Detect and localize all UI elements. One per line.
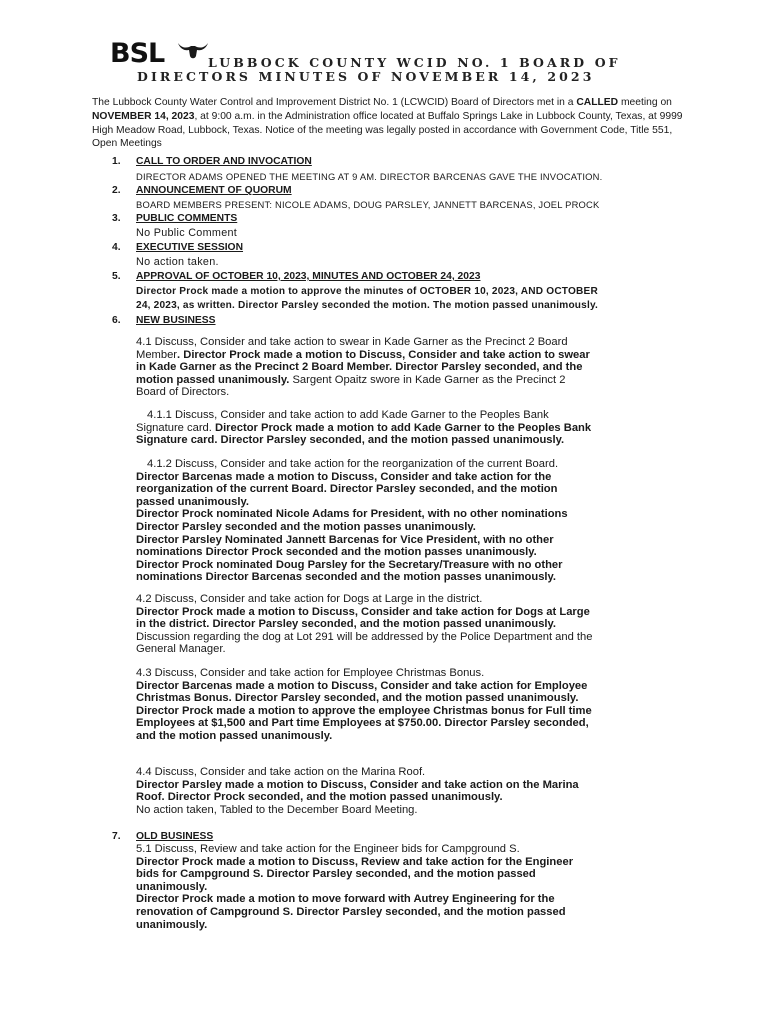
paragraph-line: Director Parsley made a motion to Discuss, Consider and take action on the Marina [136,778,579,791]
item-number: 3. [112,213,121,224]
paragraph-line: in Kade Garner as the Precinct 2 Board Member. Director Parsley seconded, and the [136,361,583,374]
paragraph-line: General Manager. [136,643,226,656]
paragraph-line: Director Parsley Nominated Jannett Barcenas for Vice President, with no other [136,533,554,546]
paragraph-line: passed unanimously. [136,495,249,508]
section-5-1 [136,843,688,931]
paragraph-line: Sargent Opaitz swore in Kade Garner as the Precinct 2 [289,373,566,386]
bsl-logo [110,40,210,70]
paragraph-line: and the motion passed unanimously. [136,729,333,742]
section-4-1 [136,336,688,399]
paragraph-line: Director Prock made a motion to approve the employee Christmas bonus for Full time [136,704,592,717]
intro-text: Open Meetings [92,138,162,150]
paragraph-line: Board of Directors. [136,386,230,399]
item-detail: Director Prock made a motion to approve the minutes of OCTOBER 10, 2023, AND OCTOBER [136,286,598,297]
paragraph-line: 4.3 Discuss, Consider and take action for Employee Christmas Bonus. [136,667,485,679]
item-detail: BOARD MEMBERS PRESENT: NICOLE ADAMS, DOUG PARSLEY, JANNETT BARCENAS, JOEL PROCK [136,199,600,210]
item-detail: 24, 2023, as written. Director Parsley seconded the motion. The motion passed unanimously. [136,300,599,311]
title-line-2: DIRECTORS MINUTES OF NOVEMBER 14, 2023 [137,69,595,84]
intro-paragraph [92,96,688,151]
paragraph-line: Roof. Director Prock seconded, and the motion passed unanimously. [136,791,503,804]
paragraph-line: unanimously. [136,918,208,931]
item-title-executive-session: EXECUTIVE SESSION [136,242,244,253]
paragraph-line: Christmas Bonus. Director Parsley seconded, and the motion passed unanimously. [136,692,579,705]
item-title-approval: APPROVAL OF OCTOBER 10, 2023, MINUTES AND OCTOBER 24, 2023 [136,271,481,282]
item-number: 2. [112,185,121,196]
section-4-3 [136,667,688,743]
paragraph-line: Discussion regarding the dog at Lot 291 will be addressed by the Police Department and the [136,630,593,643]
paragraph-line: 4.1.1 Discuss, Consider and take action to add Kade Garner to the Peoples Bank [147,409,549,421]
paragraph-line: bids for Campground S. Director Parsley seconded, and the motion passed [136,868,536,881]
paragraph-line: Member [136,348,178,361]
paragraph-line: Director Barcenas made a motion to Discuss, Consider and take action for the [136,470,552,483]
logo-text: BSL [110,38,165,69]
paragraph-line: Director Prock made a motion to add Kade Garner to the Peoples Bank [214,421,592,434]
section-4-1-1 [136,409,688,447]
item-detail: No Public Comment [136,227,238,239]
paragraph-line: nominations Director Prock seconded and the motion passes unanimously. [136,546,537,559]
paragraph-line: Director Prock made a motion to move forward with Autrey Engineering for the [136,893,555,906]
paragraph-line: Director Prock nominated Doug Parsley for the Secretary/Treasure with no other [136,558,563,571]
paragraph-line: 4.1.2 Discuss, Consider and take action for the reorganization of the current Board. [147,458,559,470]
paragraph-line: No action taken, Tabled to the December Board Meeting. [136,803,418,816]
intro-text: High Meadow Road, Lubbock, Texas. Notice of the meeting was legally posted in accordance with Government Code, Title 551, [92,124,673,136]
section-4-1-2 [136,458,688,584]
paragraph-line: renovation of Campground S. Director Parsley seconded, and the motion passed [136,905,566,918]
item-number: 1. [112,156,121,167]
paragraph-line: 4.1 Discuss, Consider and take action to swear in Kade Garner as the Precinct 2 Board [136,336,568,348]
intro-text: The Lubbock County Water Control and Improvement District No. 1 (LCWCID) Board of Directors met in a [92,97,577,108]
meeting-type: CALLED [576,97,619,108]
paragraph-line: nominations Director Barcenas seconded and the motion passes unanimously. [136,571,557,584]
paragraph-line: Employees at $1,500 and Part time Employees at $750.00. Director Parsley seconded, [136,717,589,730]
item-detail: DIRECTOR ADAMS OPENED THE MEETING AT 9 AM. DIRECTOR BARCENAS GAVE THE INVOCATION. [136,171,603,182]
intro-text: , at 9:00 a.m. in the Administration office located at Buffalo Springs Lake in Lubbock County, Texas, at 9999 [194,110,683,122]
item-number: 4. [112,242,121,253]
item-title-quorum: ANNOUNCEMENT OF QUORUM [136,185,292,196]
paragraph-line: Director Parsley seconded and the motion passes unanimously. [136,520,476,533]
paragraph-line: 5.1 Discuss, Review and take action for the Engineer bids for Campground S. [136,843,520,855]
item-number: 6. [112,315,121,326]
paragraph-line: in the district. Director Parsley seconded, and the motion passed unanimously. [136,618,557,631]
paragraph-line: reorganization of the current Board. Director Parsley seconded, and the motion [136,483,558,496]
section-4-2 [136,593,688,656]
item-title-old-business: OLD BUSINESS [136,831,214,842]
paragraph-line: . Director Prock made a motion to Discuss, Consider and take action to swear [177,348,590,361]
longhorn-icon [176,37,210,63]
paragraph-line: Director Prock made a motion to Discuss, Review and take action for the Engineer [136,855,574,868]
item-title-new-business: NEW BUSINESS [136,315,216,326]
section-4-4 [136,766,688,816]
paragraph-line: Director Barcenas made a motion to Discuss, Consider and take action for Employee [136,679,588,692]
item-detail: No action taken. [136,256,219,268]
item-number: 5. [112,271,121,282]
paragraph-line: Director Prock made a motion to Discuss, Consider and take action for Dogs at Large [136,605,590,618]
intro-text: meeting on [618,97,672,108]
item-number: 7. [112,831,121,842]
paragraph-line: Signature card. [136,421,215,434]
title-line-1: LUBBOCK COUNTY WCID NO. 1 BOARD OF [208,55,621,70]
item-title-call-to-order: CALL TO ORDER AND INVOCATION [136,156,312,167]
item-title-public-comments: PUBLIC COMMENTS [136,213,238,224]
meeting-date: NOVEMBER 14, 2023 [92,110,195,122]
paragraph-line: Signature card. Director Parsley seconded, and the motion passed unanimously. [136,434,565,447]
paragraph-line: Director Prock nominated Nicole Adams for President, with no other nominations [136,508,568,521]
paragraph-line: 4.4 Discuss, Consider and take action on the Marina Roof. [136,766,426,778]
paragraph-line: motion passed unanimously. [136,373,290,386]
paragraph-line: 4.2 Discuss, Consider and take action for Dogs at Large in the district. [136,593,483,605]
paragraph-line: unanimously. [136,880,208,893]
